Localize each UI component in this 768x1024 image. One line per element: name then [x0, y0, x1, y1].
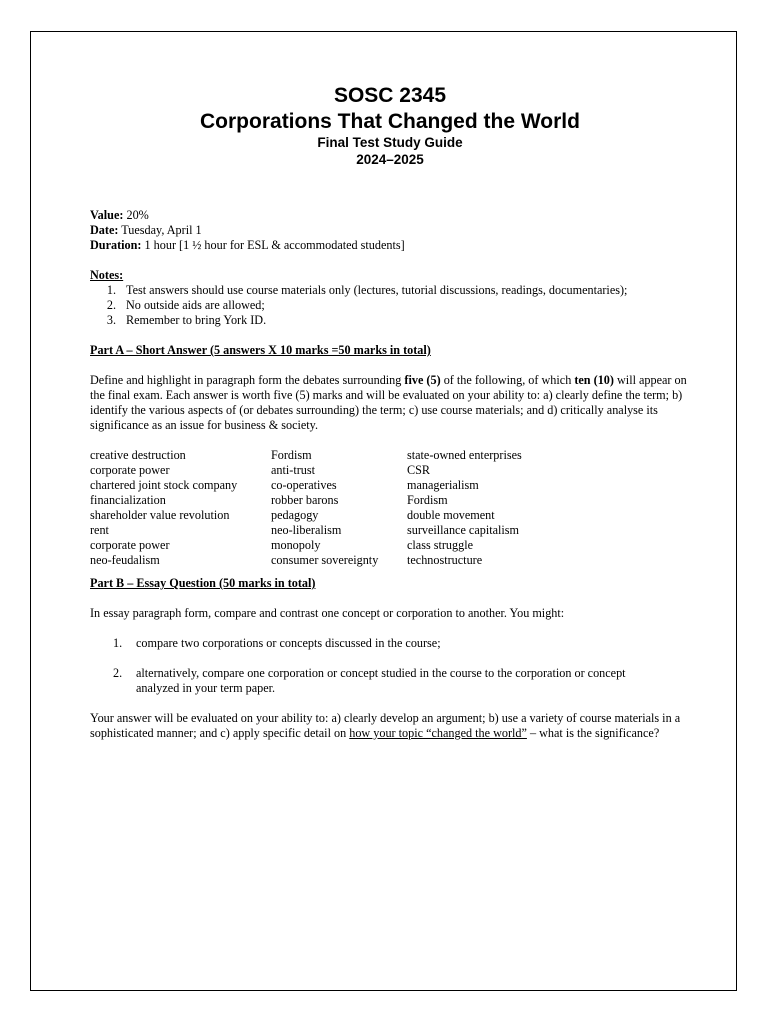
- essay-options-list: [90, 636, 690, 696]
- part-a-instructions: [90, 373, 690, 433]
- duration-text: 1 hour [1 ½ hour for ESL & accommodated students]: [141, 238, 405, 252]
- note-text: Test answers should use course materials only (lectures, tutorial discussions, readings, documentaries);: [126, 283, 628, 297]
- note-item: [90, 313, 690, 328]
- term-item: chartered joint stock company: [90, 478, 238, 492]
- note-number: 1.: [106, 283, 116, 297]
- term-item: neo-feudalism: [90, 553, 160, 567]
- part-a-count-ten: ten (10): [574, 373, 614, 387]
- term-item: financialization: [90, 493, 166, 507]
- terms-column-3: [407, 448, 607, 568]
- duration-line: [90, 238, 690, 253]
- term-item: Fordism: [271, 448, 312, 462]
- evaluation-text: Your answer will be evaluated on your ability to: a) clearly develop an argument; b) use a variety of course materials in a sophisticated manner; and c) apply specific detail on: [90, 711, 681, 740]
- essay-evaluation-criteria: [90, 711, 690, 741]
- essay-option: [90, 636, 690, 651]
- term-item: state-owned enterprises: [407, 448, 522, 462]
- essay-option-number: 2.: [113, 666, 123, 680]
- part-b-instructions: In essay paragraph form, compare and contrast one concept or corporation to another. You might:: [90, 606, 565, 620]
- note-number: 2.: [106, 298, 116, 312]
- terms-column-2: [271, 448, 407, 568]
- term-item: co-operatives: [271, 478, 337, 492]
- evaluation-text: – what is the significance?: [526, 726, 660, 740]
- term-item: surveillance capitalism: [407, 523, 520, 537]
- date-label: Date:: [90, 223, 119, 237]
- notes-section: [90, 268, 690, 328]
- notes-list: [90, 283, 690, 328]
- part-a-text: Define and highlight in paragraph form the debates surrounding: [90, 373, 405, 387]
- duration-label: Duration:: [90, 238, 142, 252]
- term-item: neo-liberalism: [271, 523, 342, 537]
- term-item: CSR: [407, 463, 431, 477]
- term-item: class struggle: [407, 538, 474, 552]
- term-item: technostructure: [407, 553, 483, 567]
- date-line: [90, 223, 690, 238]
- value-line: [90, 208, 690, 223]
- document-title: Final Test Study Guide: [317, 135, 463, 150]
- term-item: corporate power: [90, 538, 170, 552]
- part-a-count-five: five (5): [404, 373, 441, 387]
- note-text: No outside aids are allowed;: [126, 298, 265, 312]
- academic-year: 2024–2025: [356, 152, 424, 167]
- essay-option-text: compare two corporations or concepts discussed in the course;: [136, 636, 441, 650]
- part-b-heading: Part B – Essay Question (50 marks in total): [90, 576, 316, 590]
- term-item: anti-trust: [271, 463, 316, 477]
- document-header: [90, 84, 690, 168]
- term-item: shareholder value revolution: [90, 508, 230, 522]
- term-item: consumer sovereignty: [271, 553, 379, 567]
- term-item: Fordism: [407, 493, 448, 507]
- term-item: double movement: [407, 508, 495, 522]
- terms-column-1: [90, 448, 271, 568]
- notes-heading: Notes:: [90, 268, 124, 282]
- term-item: managerialism: [407, 478, 479, 492]
- note-number: 3.: [106, 313, 116, 327]
- essay-option: [90, 666, 690, 696]
- note-item: [90, 298, 690, 313]
- term-item: rent: [90, 523, 109, 537]
- note-text: Remember to bring York ID.: [126, 313, 267, 327]
- course-code: SOSC 2345: [333, 84, 447, 107]
- part-a-text: of the following, of which: [440, 373, 575, 387]
- term-item: pedagogy: [271, 508, 319, 522]
- essay-option-number: 1.: [113, 636, 123, 650]
- document-page: [30, 31, 737, 991]
- term-item: robber barons: [271, 493, 339, 507]
- document-content: [90, 84, 690, 741]
- value-text: 20%: [123, 208, 149, 222]
- term-item: corporate power: [90, 463, 170, 477]
- essay-option-text: alternatively, compare one corporation or concept studied in the course to the corporation or concept analyzed in your term paper.: [136, 666, 626, 695]
- date-text: Tuesday, April 1: [118, 223, 202, 237]
- term-item: monopoly: [271, 538, 321, 552]
- term-item: creative destruction: [90, 448, 186, 462]
- part-a-text: will appear on the final exam. Each answer is worth five (5) marks and will be evaluated on your ability to: a) clearly define the term; b) identify the various aspects of (or debates surrounding) the term; c) use course materials; and d) critically analyse its significance as an issue for business & society.: [90, 373, 687, 432]
- evaluation-emphasis: how your topic “changed the world”: [349, 726, 527, 740]
- part-a-heading: Part A – Short Answer (5 answers X 10 marks =50 marks in total): [90, 343, 431, 357]
- terms-table: [90, 448, 690, 568]
- note-item: [90, 283, 690, 298]
- test-info: [90, 208, 690, 253]
- value-label: Value:: [90, 208, 124, 222]
- course-title: Corporations That Changed the World: [200, 110, 580, 133]
